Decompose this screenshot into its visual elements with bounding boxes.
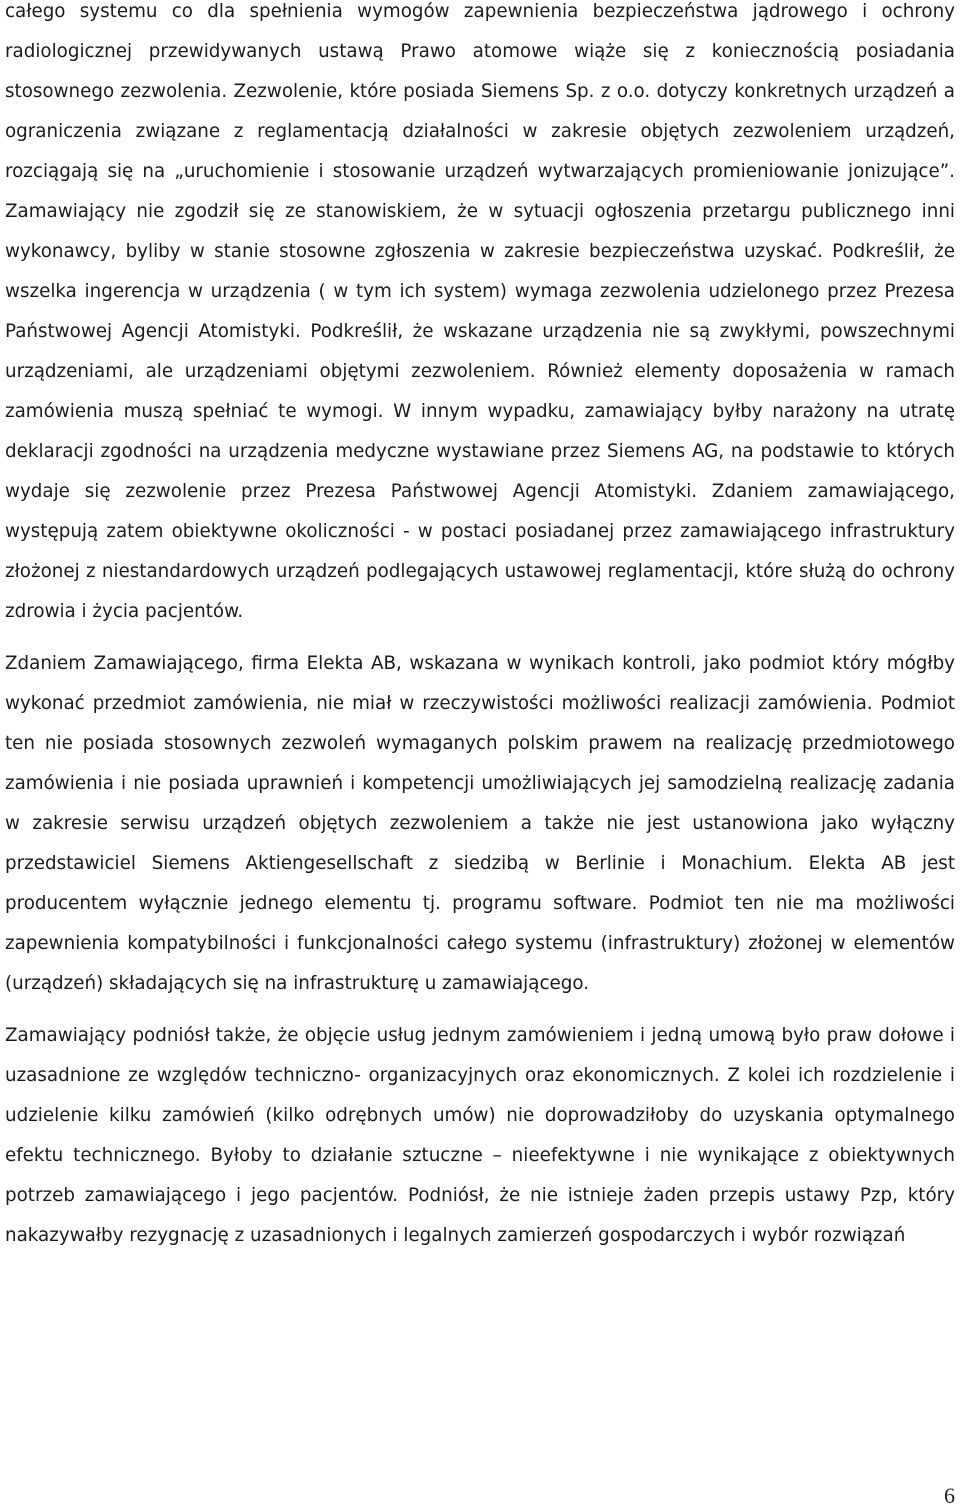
page-number: 6 bbox=[944, 1483, 955, 1508]
paragraph-1: całego systemu co dla spełnienia wymogów zapewnienia bezpieczeństwa jądrowego i ochrony radiologicznej przewidywanych ustawą Prawo atomowe wiąże się z koniecznością posiadania stosownego zezwolenia. Zezwolenie, które posiada Siemens Sp. z o.o. dotyczy konkretnych urządzeń a ograniczenia związane z reglamentacją działalności w zakresie objętych zezwoleniem urządzeń, rozciągają się na „uruchomienie i stosowanie urządzeń wytwarzających promieniowanie jonizujące”. Zamawiający nie zgodził się ze stanowiskiem, że w sytuacji ogłoszenia przetargu publicznego inni wykonawcy, byliby w stanie stosowne zgłoszenia w zakresie bezpieczeństwa uzyskać. Podkreślił, że wszelka ingerencja w urządzenia ( w tym ich system) wymaga zezwolenia udzielonego przez Prezesa Państwowej Agencji Atomistyki. Podkreślił, że wskazane urządzenia nie są zwykłymi, powszechnymi urządzeniami, ale urządzeniami objętymi zezwoleniem. Również elementy doposażenia w ramach zamówienia muszą spełniać te wymogi. W innym wypadku, zamawiający byłby narażony na utratę deklaracji zgodności na urządzenia medyczne wystawiane przez Siemens AG, na podstawie to których wydaje się zezwolenie przez Prezesa Państwowej Agencji Atomistyki. Zdaniem zamawiającego, występują zatem obiektywne okoliczności - w postaci posiadanej przez zamawiającego infrastruktury złożonej z niestandardowych urządzeń podlegających ustawowej reglamentacji, które służą do ochrony zdrowia i życia pacjentów. bbox=[5, 1, 955, 622]
paragraph-2: Zdaniem Zamawiającego, firma Elekta AB, wskazana w wynikach kontroli, jako podmiot który mógłby wykonać przedmiot zamówienia, nie miał w rzeczywistości możliwości realizacji zamówienia. Podmiot ten nie posiada stosownych zezwoleń wymaganych polskim prawem na realizację przedmiotowego zamówienia i nie posiada uprawnień i kompetencji umożliwiających jej samodzielną realizację zadania w zakresie serwisu urządzeń objętych zezwoleniem a także nie jest ustanowiona jako wyłączny przedstawiciel Siemens Aktiengesellschaft z siedzibą w Berlinie i Monachium. Elekta AB jest producentem wyłącznie jednego elementu tj. programu software. Podmiot ten nie ma możliwości zapewnienia kompatybilności i funkcjonalności całego systemu (infrastruktury) złożonej w elementów (urządzeń) składających się na infrastrukturę u zamawiającego. bbox=[5, 653, 955, 994]
document-body bbox=[5, 0, 955, 1256]
paragraph-3: Zamawiający podniósł także, że objęcie usług jednym zamówieniem i jedną umową było praw dołowe i uzasadnione ze względów techniczno- organizacyjnych oraz ekonomicznych. Z kolei ich rozdzielenie i udzielenie kilku zamówień (kilko odrębnych umów) nie doprowadziłoby do uzyskania optymalnego efektu technicznego. Byłoby to działanie sztuczne – nieefektywne i nie wynikające z obiektywnych potrzeb zamawiającego i jego pacjentów. Podniósł, że nie istnieje żaden przepis ustawy Pzp, który nakazywałby rezygnację z uzasadnionych i legalnych zamierzeń gospodarczych i wybór rozwiązań bbox=[5, 1025, 955, 1246]
